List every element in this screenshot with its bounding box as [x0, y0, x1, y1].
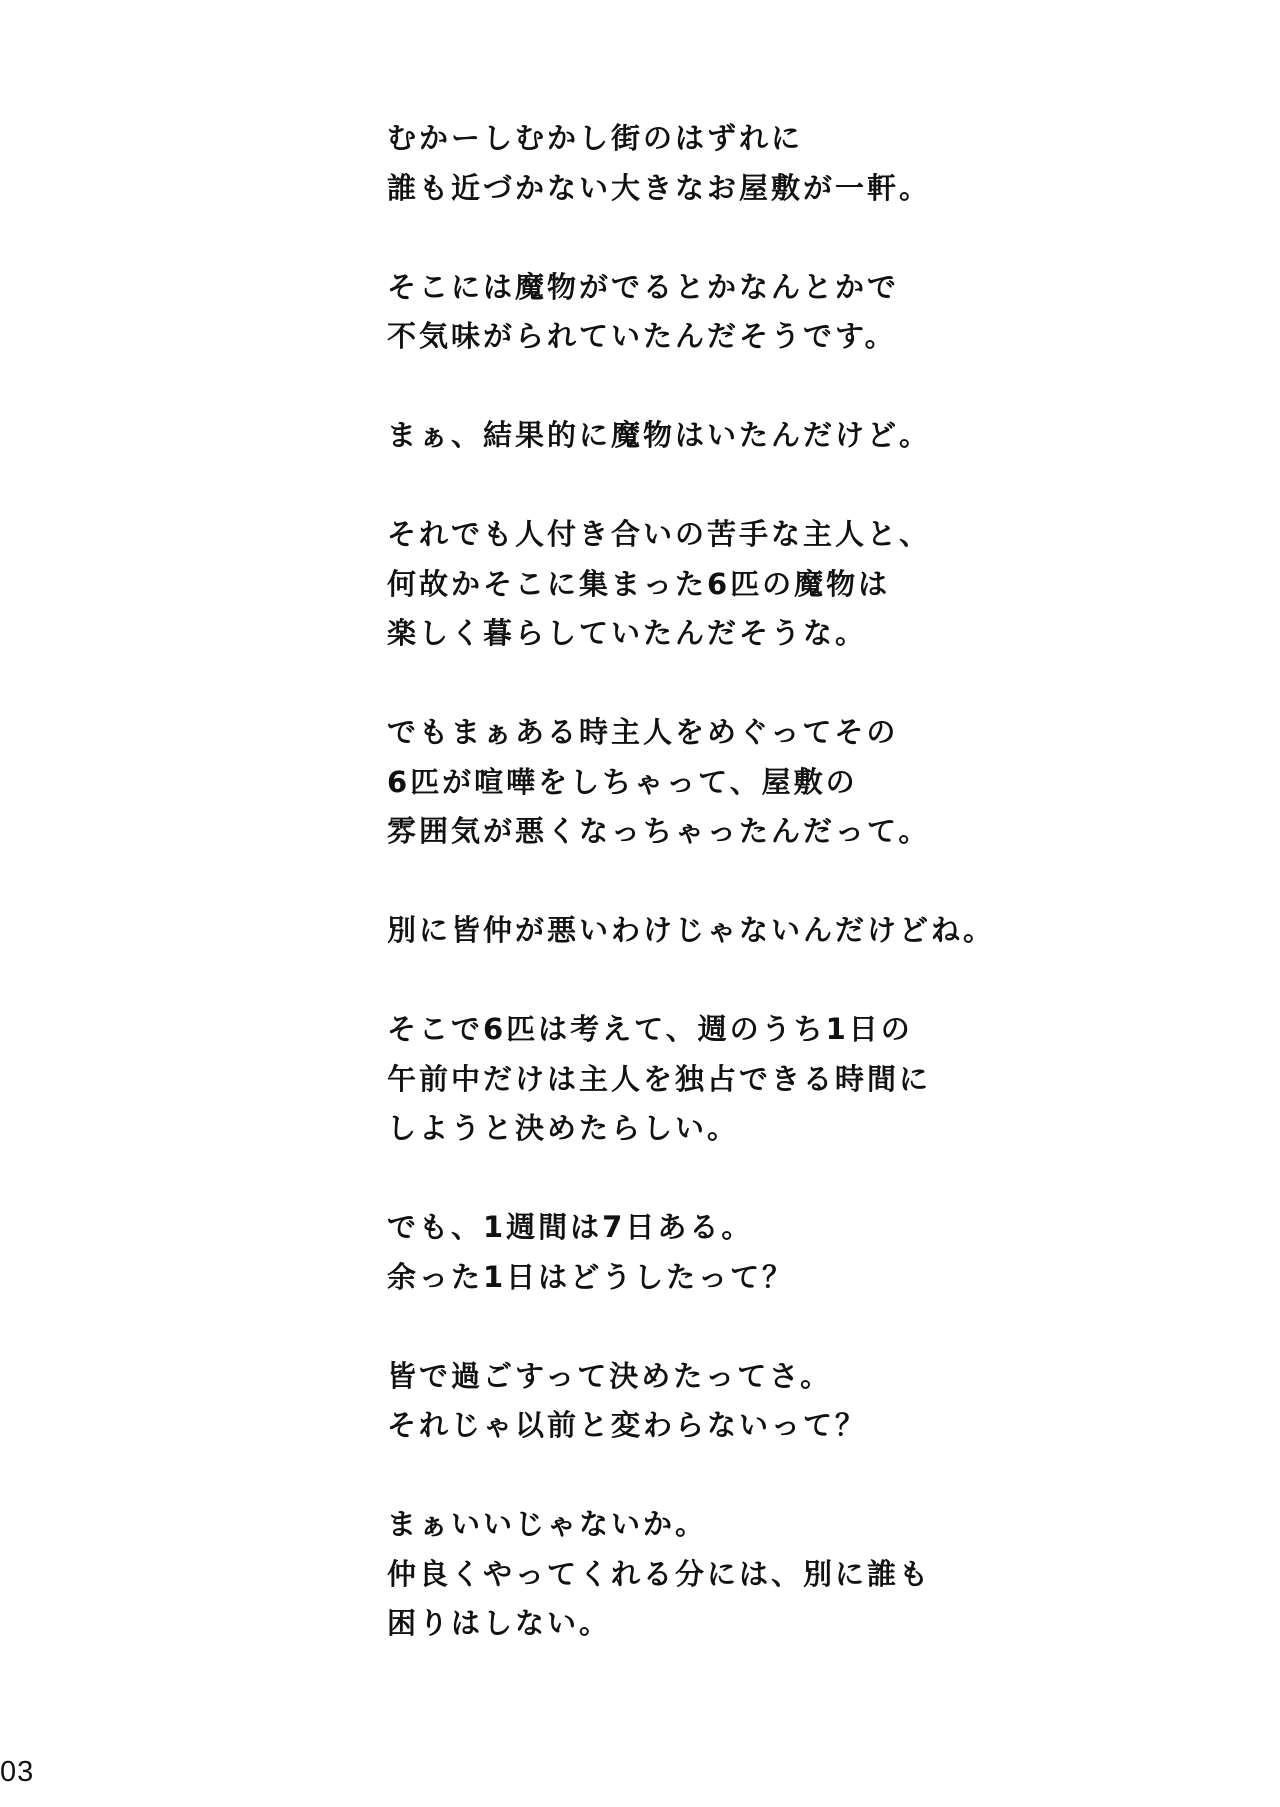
story-line: 誰も近づかない大きなお屋敷が一軒。: [387, 170, 932, 205]
story-line: 仲良くやってくれる分には、別に誰も: [387, 1556, 932, 1591]
stanza-7: [387, 1005, 1187, 1154]
stanza-1: [387, 114, 1187, 213]
story-line: まぁ、結果的に魔物はいたんだけど。: [387, 418, 932, 452]
story-line: 楽しく暮らしていたんだそうな。: [387, 616, 868, 650]
story-line: 別に皆仲が悪いわけじゃないんだけどね。: [387, 913, 996, 947]
story-text: [387, 114, 1187, 1698]
story-line: でもまぁある時主人をめぐってその: [387, 715, 899, 749]
story-line: むかーしむかし街のはずれに: [387, 121, 804, 155]
story-line: まぁいいじゃないか。: [387, 1507, 708, 1541]
story-line: 不気味がられていたんだそうです。: [387, 319, 897, 353]
story-line: 6匹が喧嘩をしちゃって、屋敷の: [387, 764, 858, 799]
page-number: 03: [0, 1756, 35, 1788]
stanza-9: [387, 1352, 1187, 1451]
story-line: 何故かそこに集まった6匹の魔物は: [387, 566, 891, 601]
stanza-6: [387, 906, 1187, 956]
story-line: そこで6匹は考えて、週のうち1日の: [387, 1012, 913, 1046]
stanza-10: [387, 1500, 1187, 1649]
stanza-8: [387, 1203, 1187, 1302]
story-line: 午前中だけは主人を独占できる時間に: [387, 1061, 932, 1096]
stanza-4: [387, 510, 1187, 659]
story-line: しようと決めたらしい。: [387, 1111, 740, 1145]
story-line: でも、1週間は7日ある。: [387, 1210, 754, 1244]
story-line: 困りはしない。: [387, 1606, 612, 1640]
story-line: 余った1日はどうしたって？: [387, 1259, 795, 1294]
story-line: それじゃ以前と変わらないって？: [387, 1408, 868, 1442]
story-line: 雰囲気が悪くなっちゃったんだって。: [387, 814, 931, 848]
stanza-2: [387, 263, 1187, 362]
story-line: そこには魔物がでるとかなんとかで: [387, 269, 900, 304]
story-line: それでも人付き合いの苦手な主人と、: [387, 517, 932, 551]
stanza-5: [387, 708, 1187, 857]
story-line: 皆で過ごすって決めたってさ。: [387, 1358, 833, 1393]
stanza-3: [387, 411, 1187, 461]
